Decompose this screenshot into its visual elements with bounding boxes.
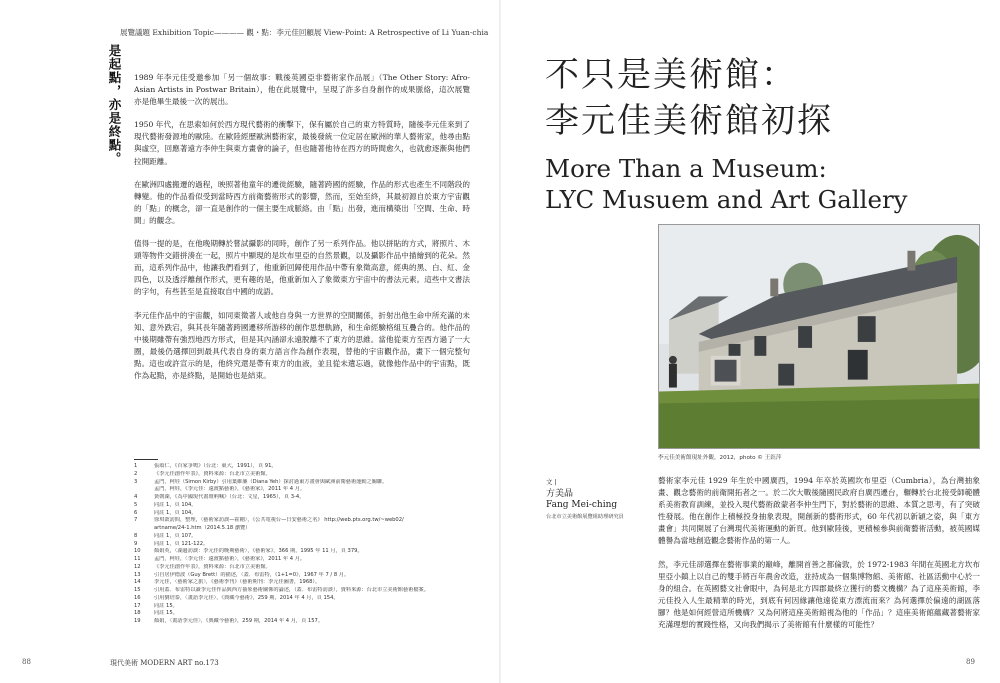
footnote-text: 《李元佳創作年表》，資料來源：台北市立美術館。 [154, 563, 271, 570]
footnote-text: 孟門，柯娃，《李元佳：遠渡點藝術》，《藝術家》，2011 年 4 月。 [154, 486, 306, 493]
footnote-number: 17 [134, 602, 141, 609]
footnote-number: 11 [134, 556, 141, 562]
footnote-text: 引自居伊德波（Guy Brett）的描述，〈蓋．布雷特，《1+1=0》，1967 年 7 / 8 月。 [154, 571, 350, 578]
footnote-text: 顏娟，〈畫語李元佳〉，《典藏今藝術》，259 期，2014 年 4 月，頁 157。 [154, 618, 324, 624]
footnote-number: 5 [134, 501, 138, 508]
author-name-zh: 方美晶 [546, 489, 574, 499]
footnote-text: 張頌仁，《百家爭鳴》（台北：東大，1991），頁 91。 [154, 463, 277, 469]
footnote [134, 486, 474, 494]
footnote [134, 494, 474, 502]
footnote-text: 同註 1，頁 104。 [154, 509, 197, 516]
footnote-number: 3 [134, 478, 138, 485]
footnote-text: 《李元佳創作年表》，資料來源：台北市立美術館。 [154, 470, 271, 477]
magazine-footer: 現代美術 MODERN ART no.173 [110, 659, 219, 667]
footnote [134, 525, 474, 533]
museum-photo [658, 224, 980, 449]
paragraph: 李元佳作品中的宇宙觀，如同東徵著人或他自身與一方世界的空間關係，折射出他生命中所充滿的未知、意外跌宕，與其長年隨著跨國遷移所游移的創作思想軌跡，和生命經驗格組互疊合的。他作品的中後期雖帶有強烈地西方形式，但是其內涵卻永遠脫離不了東方的思維。當他從東方至西方過了一大圈，最後仍選擇回到最具代表自身的東方語言作為創作表現，替他的宇宙觀作品，畫下一個完整句點。這也或許宣示的是，他終究還是帶有東方的血液，並且從未遺忘過，就像他作品中的宇宙點，既作為起點，亦是終點，是開始也是結束。 [134, 310, 470, 380]
photo-caption: 李元佳美術館現址外觀，2012，photo © 王鈺萍 [658, 455, 782, 461]
footnote [134, 548, 474, 556]
footnote [134, 579, 474, 587]
footnotes-list [134, 463, 474, 626]
paragraph: 在歐洲四處搬遷的過程，映照著他童年的遷徙經驗，隨著跨國的經驗，作品的形式也產生不同階段的轉變。他的作品看似受到當時西方前衛藝術形式的影響，然而，至始至終，其最初源自於東方宇宙觀的「點」的概念，卻一直是創作的一個主要生成脈絡。由「點」出發，進而構築出「空間、生命、時間」的觀念。 [134, 179, 470, 225]
footnote-number: 18 [134, 610, 141, 617]
footnote [134, 595, 474, 603]
footnote-number [134, 486, 154, 494]
article-title-en [545, 153, 908, 215]
footnote-number: 1 [134, 463, 138, 469]
footnote-number: 12 [134, 563, 141, 570]
footnote [134, 502, 474, 510]
paragraph: 1950 年代，在思索如何於西方現代藝術的衝擊下，保有屬於自己的東方特質時，隨後李元佳來到了現代藝術發源地的歐陸。在歐陸經歷歐洲藝術家，最後發統一位定居在歐洲的華人藝術家，他尋由點與虛空，回應著遠方李仲生與東方畫會的論子，但也隨著他待在西方的時間愈久，也就愈逐漸與他們拉開距離。 [134, 120, 470, 166]
page-gutter [499, 0, 501, 683]
footnote [134, 610, 474, 618]
footnote [134, 533, 474, 541]
title-en-line-1: More Than a Museum: [545, 154, 827, 183]
footnote-text: 同註 1，頁 121-122。 [154, 540, 209, 547]
left-body-text [134, 72, 470, 393]
author-name-en: Fang Mei-ching [546, 500, 618, 510]
running-head: 展覽議題 Exhibition Topic———— 觀・點：李元佳回顧展 View-Point: A Retrospective of Li Yuan-chia [120, 28, 489, 37]
footnote-text: 李元佳，〈藝術家之旅〉，《藝術季刊》（藝術期刊：李元佳圖書，1968）。 [154, 579, 321, 586]
footnote-number: 19 [134, 618, 141, 624]
footnote-number: 13 [134, 571, 141, 578]
footnote [134, 618, 474, 626]
footnote-number: 6 [134, 509, 138, 516]
footnote-rule [134, 459, 158, 460]
footnote-number: 8 [134, 532, 138, 539]
paragraph: 藝術家李元佳 1929 年生於中國廣西，1994 年卒於英國坎布里亞（Cumbria），為台灣抽象畫、觀念藝術的前衛開拓者之一。於二次大戰後隨國民政府自廣西遷台，輾轉於台北接受師範體系美術教育訓練，並投入現代藝術啟蒙者李仲生門下，對於藝術的思維、本質之思考，有了突破性發展。他在創作上積極投身抽象表現，開創新的藝術形式，60 年代初以新穎之姿，與「東方畫會」共同開展了台灣現代美術運動的新頁。他到歐陸後，更積極參與前衛藝術活動，被英國媒體譽為當地創造觀念藝術作品的第一人。 [658, 476, 980, 546]
title-zh-line-1: 不只是美術館： [545, 55, 797, 95]
footnote-text: 徐琪歆訪問，整理，〈藝術家訪談—霍剛〉，《公共電視台—日安藝術之名》 http://web.pts.org.tw/~web02/ [154, 517, 404, 524]
footnote [134, 471, 474, 479]
footnote [134, 587, 474, 595]
footnote-number: 15 [134, 587, 141, 593]
footnote-number [134, 525, 154, 533]
footnote [134, 479, 474, 487]
footnote-text: 黃朝湖，《為中國現代畫壇吶喊》（台北：文星，1965），頁 3-4。 [154, 494, 305, 500]
footnote-number: 10 [134, 548, 141, 555]
page-number-right: 89 [966, 658, 975, 666]
footnote [134, 556, 474, 564]
article-title-zh [545, 52, 833, 144]
footnote-number: 2 [134, 470, 138, 477]
page-number-left: 88 [22, 658, 31, 666]
footnote-number: 16 [134, 594, 141, 601]
paragraph: 然，李元佳卻選擇在藝術事業的巔峰，離開首善之都倫敦，於 1972-1983 年間在英國北方坎布里亞小鎮上以自己的雙手將百年農舍改造，並持成為一個集博物館、美術館、社區活動中心於一身的組合。在英國藝文社會眼中，為何是北方四郡最終立獲行的藝文機構？為了這座美術館，李元佳投入人生最精華的時光，到底有何因緣讓他遠從東方漂流而來？為何選擇於偏遠的湖區落腳？他是如何經營這所機構？又為何將這座美術館視為他的「作品」？這座美術館蘊藏著藝術家充滿理想的實踐性格，又向我們揭示了美術館有什麼樣的可能性？ [658, 559, 980, 630]
footnote-text: 同註 15。 [154, 602, 178, 609]
title-en-line-2: LYC Musuem and Art Gallery [545, 185, 908, 214]
footnote-number: 9 [134, 540, 138, 547]
footnote [134, 517, 474, 525]
vertical-section-title: 是起點，亦是終點。 [107, 44, 122, 166]
footnote [134, 541, 474, 549]
footnote-text: 同註 1，頁 104。 [154, 501, 197, 508]
byline-label: 文 | [546, 478, 557, 486]
footnote [134, 603, 474, 611]
footnote [134, 572, 474, 580]
footnote-text: 同註 15。 [154, 610, 178, 617]
footnote-text: 顏娟英，〈湖邊訪談：李元佳的晚期藝術〉，《藝術家》，366 期，1995 年 11 月，頁 379。 [154, 548, 363, 555]
author-affiliation: 台北市立美術館展覽組助理研究員 [546, 514, 624, 520]
footnote-text: 引用蓋．布雷特以讀李元佳作品與西方抽象藝術關係的論述，（蓋．布雷特訪談），資料來源：台北市立美術館藝術檔案。 [154, 587, 429, 593]
footnote-text: 引用劉培泰，〈畫語李元佳〉，《典藏今藝術》，259 期，2014 年 4 月，頁 154。 [154, 594, 339, 601]
title-zh-line-2: 李元佳美術館初探 [545, 101, 833, 141]
footnote-number: 7 [134, 517, 138, 524]
footnote-text: 孟門，柯娃（Simon Kirby）引用葉維廉（Diana Yeh）探討過東方畫會與歐洲前衛藝術運動之關聯。 [154, 478, 388, 485]
footnote-text: 孟門，柯娃，〈李元佳：遠渡點藝術〉，《藝術家》，2011 年 4 月。 [154, 556, 306, 562]
author-name [546, 489, 617, 511]
footnote-text: 同註 1，頁 107。 [154, 532, 197, 539]
footnote-number: 4 [134, 494, 138, 500]
footnote-number: 14 [134, 579, 141, 586]
right-body-text [658, 475, 980, 642]
footnote-text: artname/24-1.htm（2014.5.18 瀏覽） [154, 525, 251, 531]
footnote [134, 463, 474, 471]
footnote [134, 510, 474, 518]
paragraph: 1989 年李元佳受邀參加「另一個故事：戰後英國亞非藝術家作品展」（The Other Story: Afro-Asian Artists in Postwar Britain），他在此展覽中，呈現了許多自身創作的成果脈絡，這次展覽亦是他畢生最後一次的展出。 [134, 73, 470, 107]
paragraph: 值得一提的是，在他晚期轉於嘗試攝影的同時，創作了另一系列作品。他以拼貼的方式，將照片、木頭等物件交錯拼湊在一起，照片中顯現的是坎布里亞的自然景觀，以及攝影作品中描繪到的花朵。然而，這系列作品中，他讓我們看到了，他重新回歸使用作品中帶有象徵高意，經典的黑、白、紅、金四色，以及透浮離創作形式，更有趣的是，他重新加入了象徵東方宇宙中的書法元素。這些中文書法的字句，有些甚至是直接取自中國的成語。 [134, 239, 470, 297]
footnote [134, 564, 474, 572]
